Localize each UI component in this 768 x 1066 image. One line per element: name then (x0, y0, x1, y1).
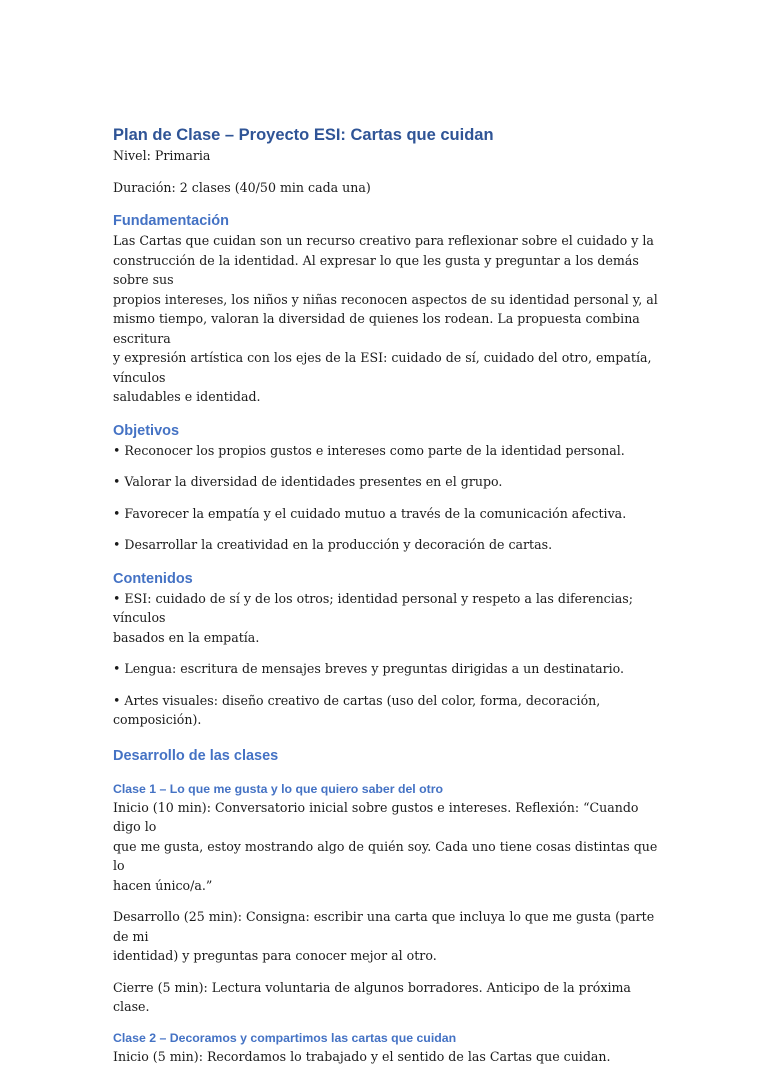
contenido-line: basados en la empatía. (113, 628, 658, 648)
objetivo-item: • Reconocer los propios gustos e intereses como parte de la identidad personal. (113, 441, 658, 461)
objetivo-item: • Valorar la diversidad de identidades presentes en el grupo. (113, 472, 658, 492)
objetivo-item: • Favorecer la empatía y el cuidado mutuo a través de la comunicación afectiva. (113, 504, 658, 524)
clase-line: Desarrollo (25 min): Consigna: escribir una carta que incluya lo que me gusta (parte de mi (113, 907, 658, 946)
clase2-inicio: Inicio (5 min): Recordamos lo trabajado y el sentido de las Cartas que cuidan. (113, 1047, 658, 1066)
paragraph-line: mismo tiempo, valoran la diversidad de quienes los rodean. La propuesta combina escritura (113, 309, 658, 348)
clase-line: que me gusta, estoy mostrando algo de quién soy. Cada uno tiene cosas distintas que lo (113, 837, 658, 876)
desarrollo-heading: Desarrollo de las clases (113, 746, 658, 766)
contenido-item (113, 589, 658, 648)
clase-line: Inicio (10 min): Conversatorio inicial sobre gustos e intereses. Reflexión: “Cuando digo lo (113, 798, 658, 837)
clase1-inicio (113, 798, 658, 896)
paragraph-line: y expresión artística con los ejes de la ESI: cuidado de sí, cuidado del otro, empatía, vínculos (113, 348, 658, 387)
objetivo-item: • Desarrollar la creatividad en la producción y decoración de cartas. (113, 535, 658, 555)
clase-line: hacen único/a.” (113, 876, 658, 896)
duracion-text: Duración: 2 clases (40/50 min cada una) (113, 178, 658, 198)
paragraph-line: construcción de la identidad. Al expresar lo que les gusta y preguntar a los demás sobre sus (113, 251, 658, 290)
contenido-item: • Artes visuales: diseño creativo de cartas (uso del color, forma, decoración, composición). (113, 691, 658, 730)
nivel-text: Nivel: Primaria (113, 146, 658, 166)
fundamentacion-paragraph (113, 231, 658, 407)
document-title: Plan de Clase – Proyecto ESI: Cartas que cuidan (113, 124, 658, 146)
document-page (113, 124, 658, 1066)
paragraph-line: Las Cartas que cuidan son un recurso creativo para reflexionar sobre el cuidado y la (113, 231, 658, 251)
clase1-desarrollo (113, 907, 658, 966)
objetivos-heading: Objetivos (113, 421, 658, 441)
contenido-item: • Lengua: escritura de mensajes breves y preguntas dirigidas a un destinatario. (113, 659, 658, 679)
clase1-heading: Clase 1 – Lo que me gusta y lo que quiero saber del otro (113, 780, 658, 798)
fundamentacion-heading: Fundamentación (113, 211, 658, 231)
paragraph-line: propios intereses, los niños y niñas reconocen aspectos de su identidad personal y, al (113, 290, 658, 310)
clase-line: identidad) y preguntas para conocer mejor al otro. (113, 946, 658, 966)
contenido-line: • ESI: cuidado de sí y de los otros; identidad personal y respeto a las diferencias; vínculos (113, 589, 658, 628)
clase1-cierre: Cierre (5 min): Lectura voluntaria de algunos borradores. Anticipo de la próxima clase. (113, 978, 658, 1017)
contenidos-heading: Contenidos (113, 569, 658, 589)
clase2-heading: Clase 2 – Decoramos y compartimos las cartas que cuidan (113, 1029, 658, 1047)
paragraph-line: saludables e identidad. (113, 387, 658, 407)
